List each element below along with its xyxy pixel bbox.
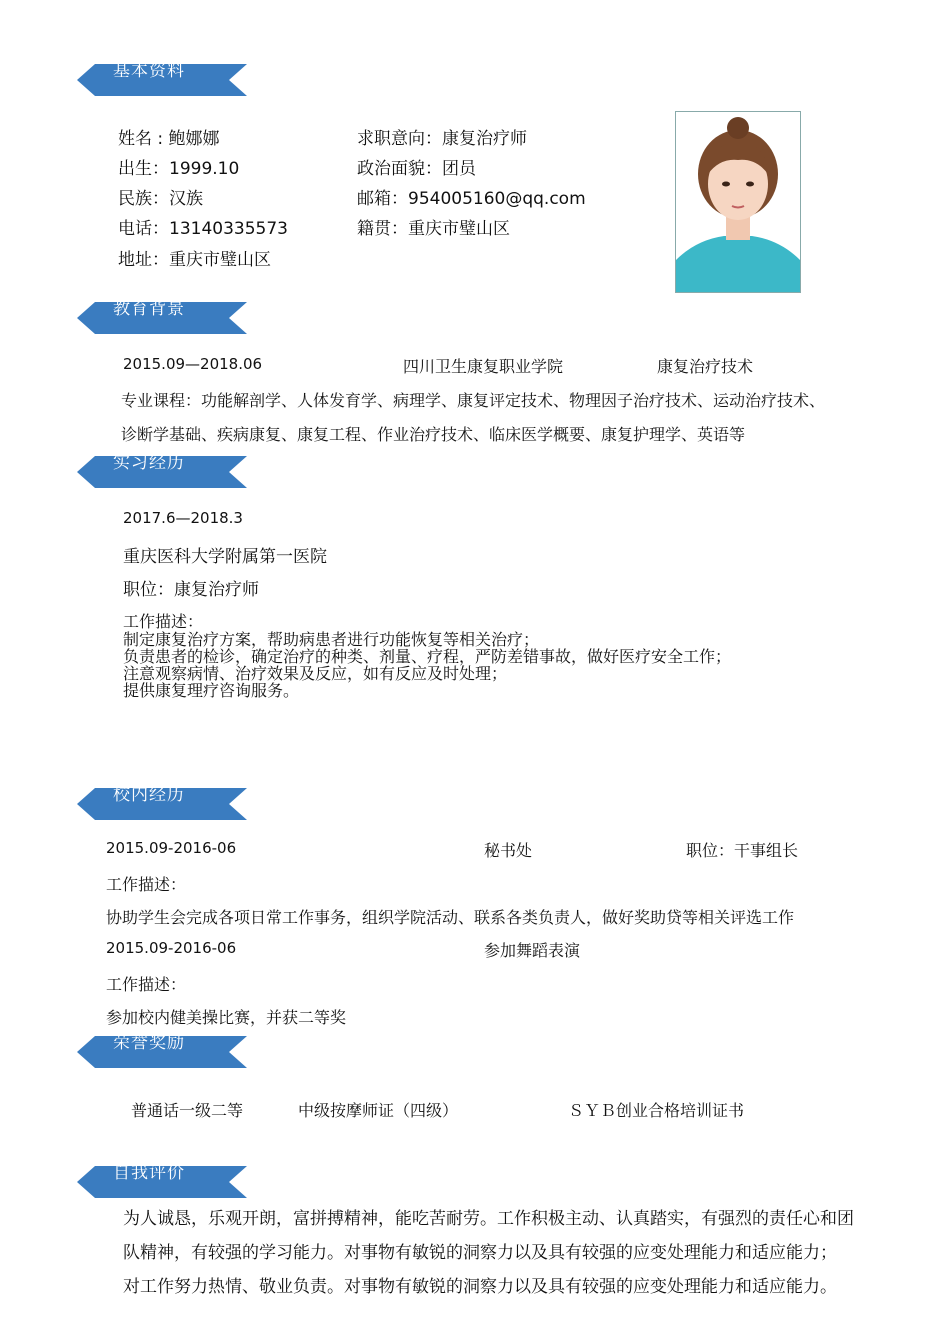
campus-desc-label: 工作描述： [106,875,187,894]
section-banner-internship [77,453,247,488]
campus-desc: 协助学生会完成各项日常工作事务，组织学院活动、联系各类负责人，做好奖助贷等相关评选工作 [106,908,795,927]
internship-hospital: 重庆医科大学附属第一医院 [123,547,327,567]
section-banner-basic [77,61,247,96]
campus-position: 职位：干事组长 [686,841,799,860]
campus-period: 2015.09-2016-06 [106,939,237,957]
education-courses-line2: 诊断学基础、疾病康复、康复工程、作业治疗技术、临床医学概要、康复护理学、英语等 [121,425,746,444]
internship-desc-line: 提供康复理疗咨询服务。 [123,681,300,700]
basic-email: 邮箱：954005160@qq.com [357,189,586,209]
internship-desc-line: 制定康复治疗方案，帮助病患者进行功能恢复等相关治疗； [123,630,540,649]
basic-native: 籍贯：重庆市璧山区 [357,219,510,239]
self-evaluation-line: 对工作努力热情、敬业负责。对事物有敏锐的洞察力以及具有较强的应变处理能力和适应能力。 [123,1277,837,1297]
campus-desc: 参加校内健美操比赛，并获二等奖 [106,1008,347,1027]
basic-address: 地址：重庆市璧山区 [118,250,271,270]
internship-position: 职位：康复治疗师 [123,580,259,600]
campus-desc-label: 工作描述： [106,975,187,994]
basic-birth: 出生：1999.10 [118,159,240,179]
basic-name: 姓名 : 鲍娜娜 [118,129,220,149]
honor-item: ＳＹＢ创业合格培训证书 [568,1101,745,1120]
section-banner-campus [77,785,247,820]
section-title-honors: 荣誉奖励 [113,1033,185,1053]
campus-org: 参加舞蹈表演 [484,941,581,960]
section-banner-education [77,299,247,334]
basic-phone: 电话：13140335573 [118,219,288,239]
education-period: 2015.09—2018.06 [123,355,263,373]
internship-desc-line: 负责患者的检诊，确定治疗的种类、剂量、疗程，严防差错事故，做好医疗安全工作； [123,647,732,666]
section-title-basic: 基本资料 [113,61,185,81]
section-banner-honors [77,1033,247,1068]
education-major: 康复治疗技术 [657,357,754,376]
basic-politics: 政治面貌：团员 [357,159,476,179]
education-school: 四川卫生康复职业学院 [403,357,564,376]
section-banner-self [77,1163,247,1198]
internship-desc-label: 工作描述： [123,612,204,631]
basic-intention: 求职意向：康复治疗师 [357,129,527,149]
self-evaluation [123,1202,854,1304]
internship-desc-line: 注意观察病情、治疗效果及反应，如有反应及时处理； [123,664,508,683]
campus-period: 2015.09-2016-06 [106,839,237,857]
education-courses-line1: 专业课程：功能解剖学、人体发育学、病理学、康复评定技术、物理因子治疗技术、运动治疗技术、 [121,391,826,410]
campus-org: 秘书处 [484,841,533,860]
section-title-internship: 实习经历 [113,453,185,473]
internship-desc [123,631,731,699]
section-title-education: 教育背景 [113,299,185,319]
honor-item: 中级按摩师证（四级） [298,1101,459,1120]
portrait-photo [675,111,801,293]
section-title-campus: 校内经历 [113,785,185,805]
self-evaluation-line: 为人诚恳，乐观开朗，富拼搏精神，能吃苦耐劳。工作积极主动、认真踏实，有强烈的责任心和团 [123,1209,854,1229]
honor-item: 普通话一级二等 [131,1101,244,1120]
internship-period: 2017.6—2018.3 [123,509,243,527]
section-title-self: 自我评价 [113,1163,185,1183]
self-evaluation-line: 队精神，有较强的学习能力。对事物有敏锐的洞察力以及具有较强的应变处理能力和适应能力； [123,1243,837,1263]
basic-ethnicity: 民族：汉族 [118,189,203,209]
